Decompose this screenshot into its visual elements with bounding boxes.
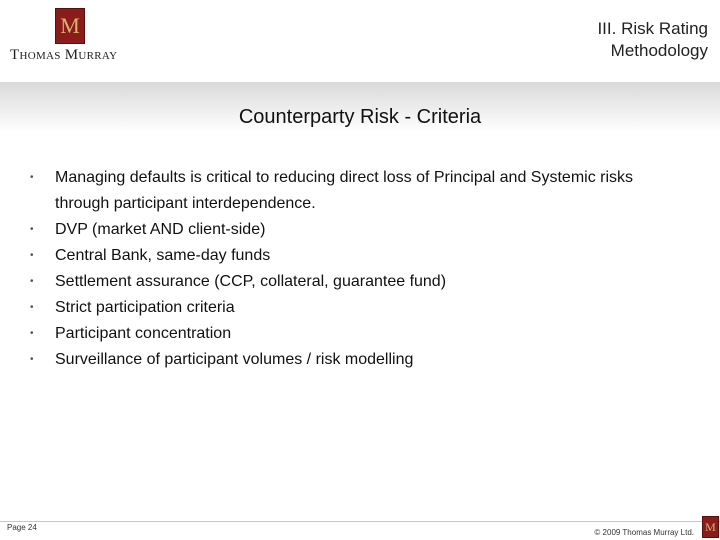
bullet-icon: • [30, 328, 34, 339]
footer-logo-icon [702, 516, 719, 538]
bullet-icon: • [30, 354, 34, 365]
bullet-icon: • [30, 250, 34, 261]
page-number: Page 24 [7, 523, 37, 532]
bullet-text: Central Bank, same-day funds [55, 247, 271, 264]
bullet-icon: • [30, 302, 34, 313]
footer-divider [0, 521, 720, 522]
bullet-icon: • [30, 276, 34, 287]
section-title-line2: Methodology [610, 41, 708, 60]
bullet-text: Participant concentration [55, 325, 232, 342]
footer-logo-letter: M [705, 520, 716, 534]
section-title [488, 18, 708, 62]
bullet-item [30, 217, 690, 243]
copyright-notice: © 2009 Thomas Murray Ltd. [594, 528, 694, 537]
bullet-text: Surveillance of participant volumes / risk modelling [55, 351, 414, 368]
header [0, 0, 720, 82]
logo-mark-letter: M [60, 13, 80, 38]
bullet-text: Settlement assurance (CCP, collateral, guarantee fund) [55, 273, 447, 290]
bullet-text: DVP (market AND client-side) [55, 221, 266, 238]
bullet-item [30, 269, 690, 295]
bullet-text: Managing defaults is critical to reducing direct loss of Principal and Systemic risks through participant interdependence. [55, 169, 634, 212]
slide-title: Counterparty Risk - Criteria [238, 106, 482, 128]
bullet-icon: • [30, 224, 34, 235]
bullet-text: Strict participation criteria [55, 299, 235, 316]
bullet-item [30, 347, 690, 373]
bullet-item [30, 321, 690, 347]
bullet-list [30, 165, 690, 373]
logo-text: Thomas Murray [10, 47, 118, 63]
section-title-line1: III. Risk Rating [597, 19, 708, 38]
thomas-murray-logo-icon [55, 8, 85, 44]
bullet-item [30, 295, 690, 321]
bullet-item [30, 165, 690, 217]
bullet-icon: • [30, 172, 34, 183]
bullet-item [30, 243, 690, 269]
